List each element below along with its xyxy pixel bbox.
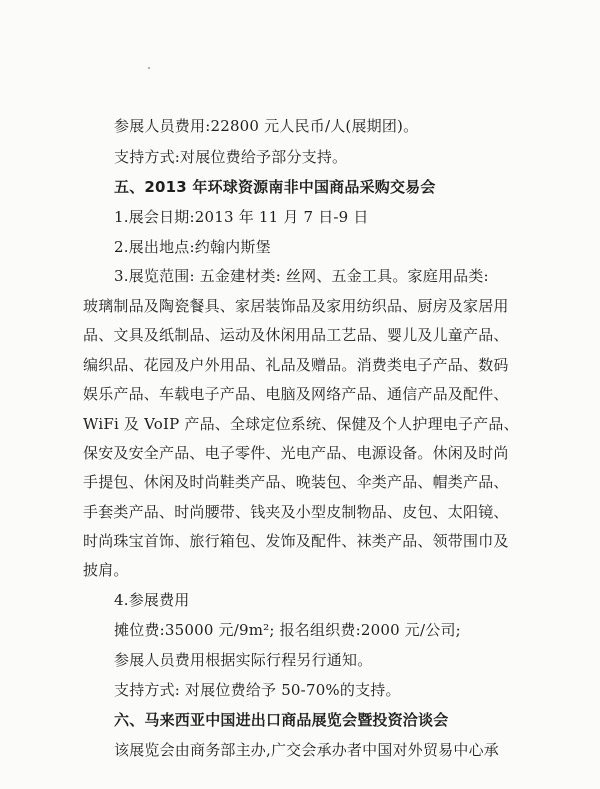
text-line-location: 2.展出地点:约翰内斯堡 [114,238,271,256]
text-line-scope-cont: 手套类产品、时尚腰带、钱夹及小型皮制物品、皮包、太阳镜、 [83,503,509,521]
text-line-scope-cont: 编织品、花园及户外用品、礼品及赠品。消费类电子产品、数码 [83,356,509,374]
text-line-organizer: 该展览会由商务部主办,广交会承办者中国对外贸易中心承 [114,741,499,759]
text-line-scope-end: 披肩。 [83,561,129,579]
text-line-fees-heading: 4.参展费用 [114,591,190,609]
text-line-booth-fee: 摊位费:35000 元/9m²; 报名组织费:2000 元/公司; [114,621,461,639]
text-line-scope-cont: WiFi 及 VoIP 产品、全球定位系统、保健及个人护理电子产品、 [83,415,519,433]
text-line-fee-per-person: 参展人员费用:22800 元人民币/人(展期团)。 [114,117,419,135]
text-line-staff-fee: 参展人员费用根据实际行程另行通知。 [114,651,373,669]
scan-speck [148,67,150,69]
text-line-support-method: 支持方式:对展位费给予部分支持。 [114,148,348,166]
text-line-scope-cont: 时尚珠宝首饰、旅行箱包、发饰及配件、袜类产品、领带围巾及 [83,532,509,550]
text-line-scope-cont: 品、文具及纸制品、运动及休闲用品工艺品、婴儿及儿童产品、 [83,326,509,344]
text-line-support: 支持方式: 对展位费给予 50-70%的支持。 [114,681,401,699]
text-line-scope-cont: 娱乐产品、车载电子产品、电脑及网络产品、通信产品及配件、 [83,385,509,403]
text-line-scope: 3.展览范围: 五金建材类: 丝网、五金工具。家庭用品类: [114,267,489,285]
section-heading-5: 五、2013 年环球资源南非中国商品采购交易会 [114,178,436,196]
text-line-scope-cont: 玻璃制品及陶瓷餐具、家居装饰品及家用纺织品、厨房及家居用 [83,297,509,315]
section-heading-6: 六、马来西亚中国进出口商品展览会暨投资洽谈会 [114,711,449,729]
text-line-dates: 1.展会日期:2013 年 11 月 7 日-9 日 [114,208,369,226]
text-line-scope-cont: 手提包、休闲及时尚鞋类产品、晚装包、伞类产品、帽类产品、 [83,473,509,491]
text-line-scope-cont: 保安及安全产品、电子零件、光电产品、电源设备。休闲及时尚 [83,444,509,462]
